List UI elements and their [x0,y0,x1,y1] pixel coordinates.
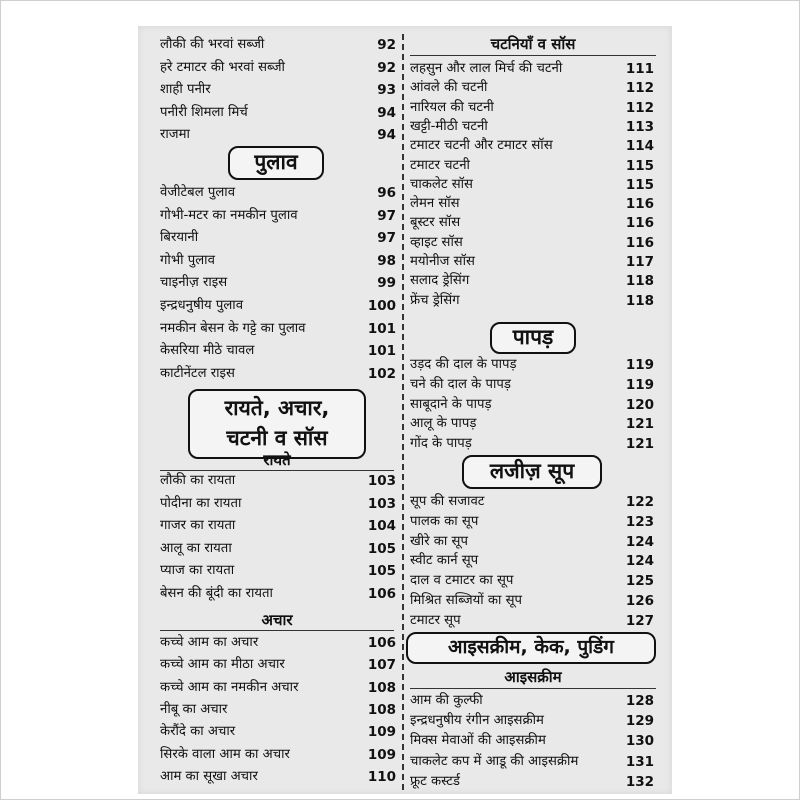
list-item [410,590,656,612]
item-page-number: 128 [625,693,654,709]
item-title: चाकलेट कप में आडू की आइसक्रीम [410,753,579,769]
item-page-number: 123 [625,513,654,530]
item-title: फ्रेंच ड्रेसिंग [410,292,460,308]
item-title: सूप की सजावट [410,494,485,509]
list-item [410,433,656,455]
item-title: गाजर का रायता [160,518,236,534]
item-page-number: 106 [367,635,396,651]
list-item [410,413,656,435]
item-title: बेसन की बूंदी का रायता [160,586,273,601]
list-item [160,250,394,272]
item-page-number: 98 [377,252,396,269]
item-title: हरे टमाटर की भरवां सब्जी [160,59,285,75]
item-title: साबूदाने के पापड़ [410,396,492,412]
item-title: टमाटर चटनी और टमाटर सॉस [410,138,553,154]
item-page-number: 113 [625,118,654,135]
item-title: खट्टी-मीठी चटनी [410,118,488,134]
item-title: वेजीटेबल पुलाव [160,185,236,200]
list-item [410,374,656,396]
item-page-number: 126 [625,593,654,609]
item-title: केरौंदे का अचार [160,724,236,740]
item-title: शाही पनीर [160,82,211,98]
item-title: टमाटर सूप [410,612,461,628]
item-page-number: 94 [377,127,396,144]
list-item [410,531,656,553]
list-item [160,340,394,362]
item-page-number: 92 [377,37,396,53]
item-page-number: 131 [625,753,654,770]
item-title: चने की दाल के पापड़ [410,376,511,392]
item-title: पालक का सूप [410,513,479,529]
item-title: गोंद के पापड़ [410,436,472,452]
icecream-subheading: आइसक्रीम [504,668,562,686]
item-title: गोभी-मटर का नमकीन पुलाव [160,207,298,223]
item-page-number: 109 [367,746,396,763]
item-page-number: 114 [625,138,654,155]
item-title: फ्रूट कस्टर्ड [410,773,460,789]
list-item [160,124,394,146]
item-title: मिक्स मेवाओं की आइसक्रीम [410,733,546,749]
item-title: उड़द की दाल के पापड़ [410,357,517,372]
item-page-number: 116 [625,196,654,213]
heading-line-2: चटनी व सॉस [226,426,328,450]
item-title: गोभी पुलाव [160,252,215,268]
item-title: दाल व टमाटर का सूप [410,573,514,589]
list-item [410,394,656,416]
list-item [160,699,394,721]
item-page-number: 93 [377,82,396,99]
list-item [410,290,656,312]
list-item [160,538,394,560]
item-page-number: 124 [625,553,654,570]
list-item [410,354,656,376]
item-page-number: 102 [367,365,396,382]
chutney-rule [410,55,656,56]
list-item [160,721,394,743]
list-item [160,560,394,582]
list-item [160,744,394,766]
list-item [160,493,394,515]
list-item [160,227,394,249]
item-title: लौकी का रायता [160,473,236,488]
list-item [410,690,656,712]
item-title: कच्चे आम का अचार [160,635,259,650]
item-page-number: 130 [625,733,654,750]
item-page-number: 110 [367,768,396,785]
list-item [160,79,394,101]
item-page-number: 99 [377,275,396,292]
item-page-number: 107 [367,657,396,674]
item-title: इन्द्रधनुषीय पुलाव [160,298,244,313]
list-item [160,318,394,340]
list-item [410,491,656,513]
item-page-number: 100 [367,298,396,314]
item-page-number: 105 [367,540,396,557]
item-page-number: 108 [367,679,396,696]
item-page-number: 94 [377,104,396,121]
item-page-number: 118 [625,292,654,309]
item-page-number: 118 [625,273,654,290]
raite-achar-chutney-heading [188,389,366,459]
achar-subheading: अचार [261,611,293,629]
list-item [410,710,656,732]
item-page-number: 104 [367,518,396,535]
item-page-number: 121 [625,416,654,433]
icecream-rule [410,688,656,689]
list-item [160,654,394,676]
item-title: आंवले की चटनी [410,80,488,96]
item-page-number: 111 [625,61,654,77]
soup-heading: लजीज़ सूप [462,455,602,489]
item-title: चाकलेट सॉस [410,176,473,192]
item-title: आम की कुल्फी [410,693,483,708]
list-item [160,363,394,385]
item-page-number: 120 [625,396,654,413]
list-item [160,766,394,788]
item-page-number: 106 [367,586,396,602]
item-page-number: 115 [625,157,654,174]
item-title: बूस्टर सॉस [410,215,461,231]
achar-rule [160,630,394,631]
list-item [410,610,656,632]
item-title: लहसुन और लाल मिर्च की चटनी [410,61,563,76]
item-title: कच्चे आम का मीठा अचार [160,657,285,673]
item-title: आलू के पापड़ [410,416,477,432]
item-title: काटीनेंटल राइस [160,365,235,381]
list-item [160,295,394,317]
item-page-number: 125 [625,573,654,590]
item-page-number: 116 [625,215,654,232]
item-page-number: 92 [377,59,396,76]
item-page-number: 101 [367,343,396,360]
item-page-number: 109 [367,724,396,741]
item-page-number: 119 [625,376,654,393]
item-title: केसरिया मीठे चावल [160,343,255,359]
item-page-number: 96 [377,185,396,201]
item-page-number: 117 [625,254,654,270]
list-item [410,730,656,752]
item-page-number: 97 [377,207,396,224]
list-item [160,102,394,124]
list-item [410,511,656,533]
list-item [410,771,656,793]
item-page-number: 116 [625,234,654,251]
item-page-number: 124 [625,533,654,550]
list-item [160,34,394,56]
list-item [160,632,394,654]
item-page-number: 122 [625,494,654,510]
list-item [160,205,394,227]
item-title: सिरके वाला आम का अचार [160,746,290,762]
item-page-number: 112 [625,99,654,116]
list-item [410,550,656,572]
chutney-heading: चटनियाँ व सॉस [490,35,576,53]
item-title: चाइनीज़ राइस [160,275,228,291]
list-item [410,751,656,773]
list-item [160,677,394,699]
item-title: आलू का रायता [160,540,232,556]
pulao-heading: पुलाव [228,146,324,180]
item-title: नारियल की चटनी [410,99,494,115]
list-item [410,570,656,592]
item-page-number: 97 [377,230,396,247]
item-title: व्हाइट सॉस [410,234,463,250]
item-page-number: 127 [625,612,654,629]
papad-heading: पापड़ [490,322,576,354]
heading-line-1: रायते, अचार, [224,396,330,420]
list-item [160,583,394,605]
item-page-number: 121 [625,436,654,453]
item-title: मिश्रित सब्जियों का सूप [410,593,523,608]
list-item [160,57,394,79]
item-title: कच्चे आम का नमकीन अचार [160,679,299,695]
item-page-number: 105 [367,563,396,580]
item-title: लेमन सॉस [410,196,460,212]
item-page-number: 132 [625,773,654,790]
item-title: इन्द्रधनुषीय रंगीन आइसक्रीम [410,713,544,729]
list-item [160,272,394,294]
item-title: नीबू का अचार [160,701,228,717]
item-page-number: 112 [625,80,654,97]
item-title: प्याज का रायता [160,563,235,579]
item-page-number: 108 [367,701,396,718]
item-title: राजमा [160,127,190,143]
list-item [160,515,394,537]
item-title: स्वीट कार्न सूप [410,553,479,569]
icecream-cake-pudding-heading: आइसक्रीम, केक, पुडिंग [406,632,656,664]
item-title: लौकी की भरवां सब्जी [160,37,265,52]
item-title: नमकीन बेसन के गट्टे का पुलाव [160,320,306,336]
item-page-number: 115 [625,176,654,193]
list-item [160,182,394,204]
item-title: पनीरी शिमला मिर्च [160,104,248,120]
item-title: खीरे का सूप [410,533,468,549]
list-item [160,470,394,492]
item-title: बिरयानी [160,230,199,246]
item-title: पोदीना का रायता [160,495,242,511]
item-title: टमाटर चटनी [410,157,470,173]
column-divider [402,34,404,790]
item-title: सलाद ड्रेसिंग [410,273,470,289]
item-page-number: 129 [625,713,654,730]
raite-subheading: रायते [263,451,291,469]
item-page-number: 119 [625,357,654,373]
item-page-number: 103 [367,495,396,512]
item-title: मयोनीज सॉस [410,254,475,269]
item-title: आम का सूखा अचार [160,768,258,784]
item-page-number: 103 [367,473,396,489]
item-page-number: 101 [367,320,396,337]
